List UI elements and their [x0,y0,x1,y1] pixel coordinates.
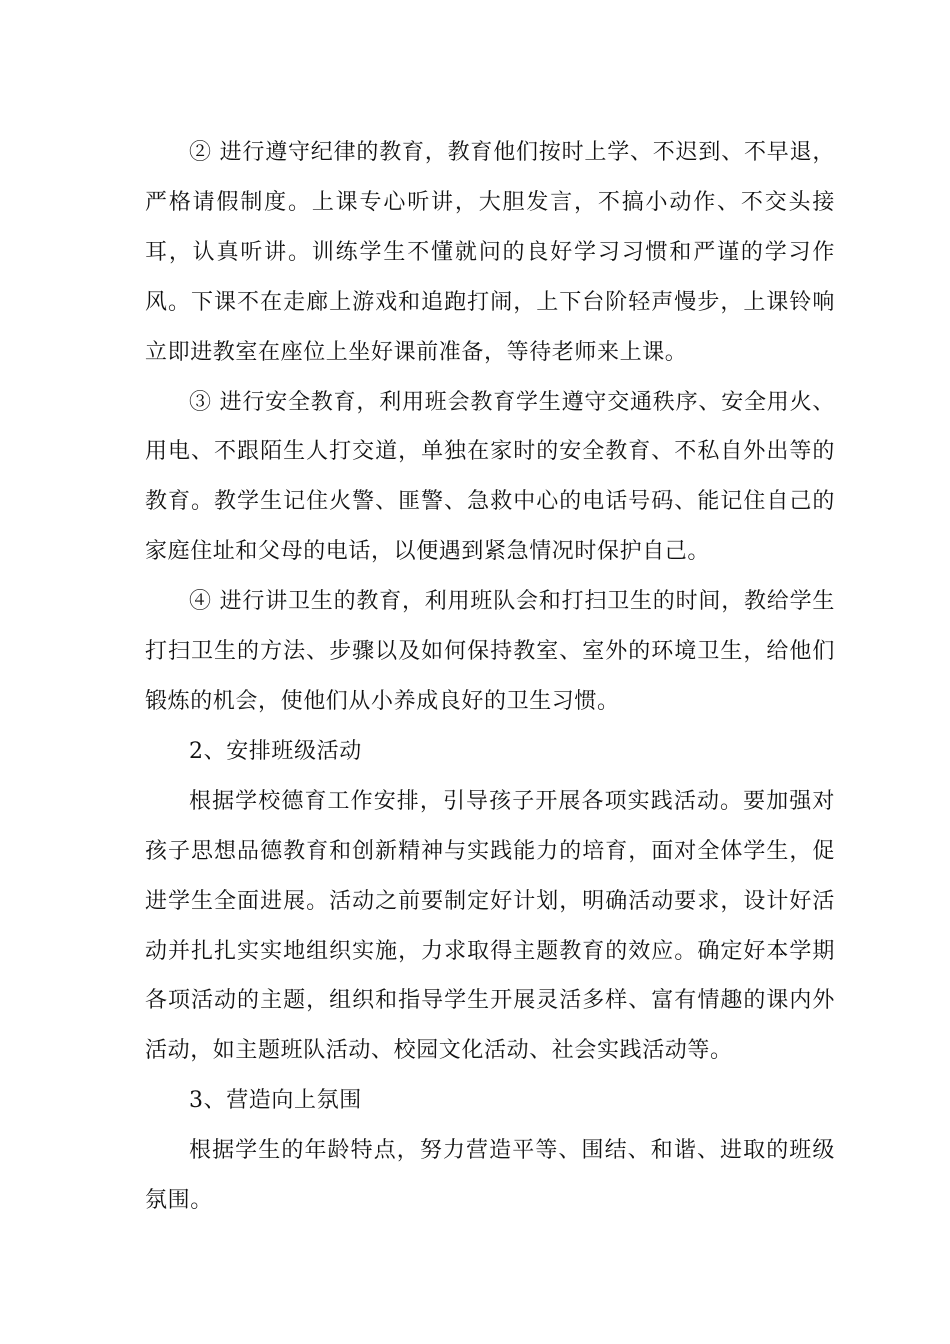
section-heading-class-activities: 2、安排班级活动 [189,738,362,764]
paragraph-atmosphere: 根据学生的年龄特点，努力营造平等、围结、和谐、进取的班级氛围。 [145,1138,835,1214]
section-heading-atmosphere: 3、营造向上氛围 [189,1088,362,1114]
document-page [145,128,835,1226]
paragraph-hygiene-education: ④ 进行讲卫生的教育，利用班队会和打扫卫生的时间，教给学生打扫卫生的方法、步骤以及如何保持教室、室外的环境卫生，给他们锻炼的机会，使他们从小养成良好的卫生习惯。 [145,589,835,714]
paragraph-discipline-education: ② 进行遵守纪律的教育，教育他们按时上学、不迟到、不早退，严格请假制度。上课专心听讲，大胆发言，不搞小动作、不交头接耳，认真听讲。训练学生不懂就问的良好学习习惯和严谨的学习作风。下课不在走廊上游戏和追跑打闹，上下台阶轻声慢步，上课铃响立即进教室在座位上坐好课前准备，等待老师来上课。 [145,140,835,365]
paragraph-class-activities: 根据学校德育工作安排，引导孩子开展各项实践活动。要加强对孩子思想品德教育和创新精神与实践能力的培育，面对全体学生，促进学生全面进展。活动之前要制定好计划，明确活动要求，设计好活动并扎扎实实地组织实施，力求取得主题教育的效应。确定好本学期各项活动的主题，组织和指导学生开展灵活多样、富有情趣的课内外活动，如主题班队活动、校园文化活动、社会实践活动等。 [145,788,835,1064]
paragraph-safety-education: ③ 进行安全教育，利用班会教育学生遵守交通秩序、安全用火、用电、不跟陌生人打交道，单独在家时的安全教育、不私自外出等的教育。教学生记住火警、匪警、急救中心的电话号码、能记住自己的家庭住址和父母的电话，以便遇到紧急情况时保护自己。 [145,389,835,565]
